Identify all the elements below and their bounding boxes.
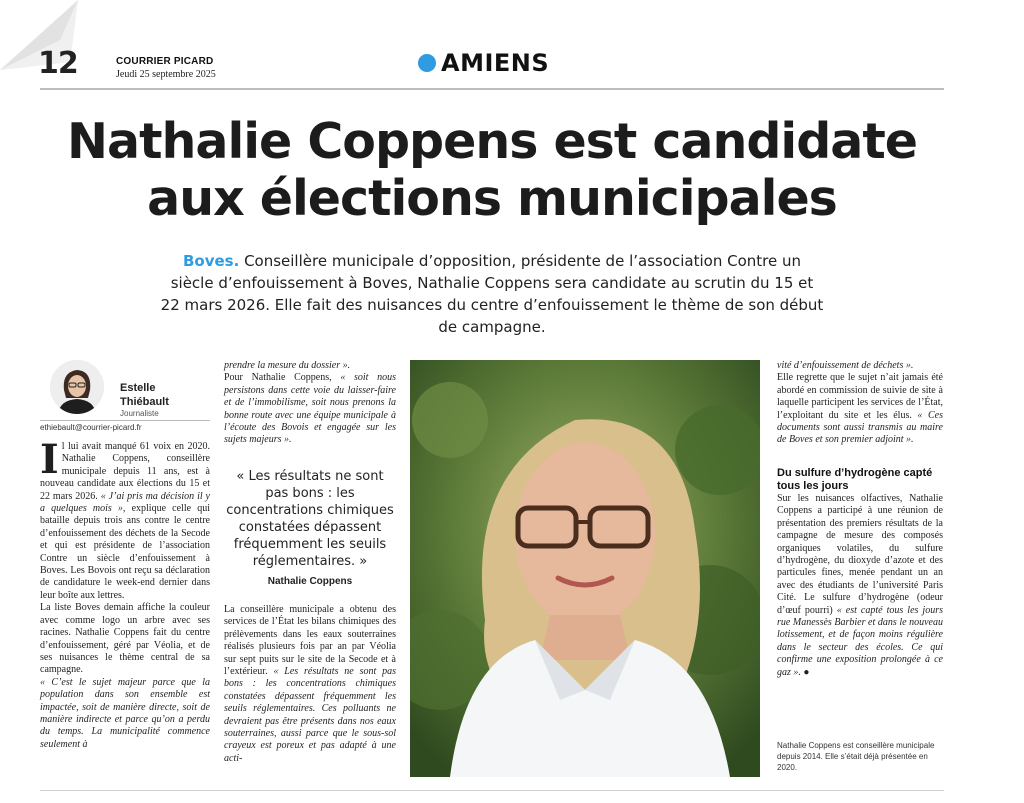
subheading: Du sulfure d’hydrogène capté tous les jours [777,467,933,492]
author-avatar [50,360,104,414]
drop-cap: I [40,436,59,483]
article-column-3-continued [777,493,943,679]
paragraph: prendre la mesure du dossier ». [224,360,351,371]
headline-line-2: aux élections municipales [147,170,837,227]
article-column-2-continued [224,604,396,765]
lead-text: Conseillère municipale d’opposition, présidente de l’association Contre un siècle d’enfouissement à Boves, Nathalie Coppens sera candidate au scrutin du 15 et 22 mars 2026. Elle fait des nuisances du centre d’enfouissement le thème de son début de campagne. [160,252,824,336]
lead-paragraph [160,250,824,338]
end-mark: ● [800,666,810,678]
paragraph: Sur les nuisances olfactives, Nathalie Coppens a participé à une réunion de présentation des premiers résultats de la campagne de mesure des composés organiques volatiles, du sulfure d’hydrogène, du dioxyde d’azote et des particules fines, menée pendant un an avec des étudiants de l’université Paris Cité. Le sulfure d’hydrogène (odeur d’œuf pourri) « est capté tous les jours rue Manessès Barbier et dans le nouveau lotissement, et de façon moins régulière dans le secteur des écoles. Ce qui confirme une exposition prolongée à ce gaz ». ● [777,493,943,678]
author-name: Estelle Thiébault [120,382,169,408]
headline [40,113,944,227]
paragraph: Il lui avait manqué 61 voix en 2020. Nathalie Coppens, conseillère municipale depuis 11 ans, est à nouveau candidate aux élections du 15 et 22 mars 2026. « J’ai pris ma décision il y a quelques mois », explique celle qui bataille depuis trois ans contre le centre d’enfouissement des déchets de la Secode et qui est présidente de l’association Contre un siècle d’enfouissement à Boves. Les Bovois ont reçu sa déclaration de candidature le week-end dernier dans leur boîte aux lettres. [40,436,210,601]
article-column-1 [40,436,210,751]
pull-quote: « Les résultats ne sont pas bons : les concentrations chimiques constatées dépassent fréquemment les seuils réglementaires. » [226,469,394,569]
author-email[interactable]: ethiebault@courrier-picard.fr [40,420,210,432]
article-column-2 [224,360,396,447]
pull-quote-author: Nathalie Coppens [267,576,353,587]
paragraph: La liste Boves demain affiche la couleur avec comme logo un arbre avec ses racines. Nathalie Coppens fait du centre d’enfouissement, géré par Véolia, et de ses nuisances le thème central de sa campagne. [40,602,210,676]
article-column-3 [777,360,943,447]
paragraph: Elle regrette que le sujet n’ait jamais été abordé en commission de suivie de site à laquelle participent les services de l’État, l’exploitant du site et les élus. « Ces documents sont aussi transmis au maire de Boves et son premier adjoint ». [777,372,944,446]
lead-location: Boves. [182,252,240,270]
paragraph: Pour Nathalie Coppens, « soit nous persistons dans cette voie du laisser-faire et de l’immobilisme, soit nous prenons la bonne route avec une équipe municipale à l’écoute des Bovois et engagée sur les sujets majeurs ». [224,372,397,446]
section-name: AMIENS [441,49,550,77]
portrait-photo-image [410,360,760,777]
photo-caption: Nathalie Coppens est conseillère municipale depuis 2014. Elle s’était déjà présentée en 2020. [777,741,935,772]
footer-divider [40,790,944,791]
paragraph: « C’est le sujet majeur parce que la population dans son ensemble est impactée, soit de manière directe, soit de manière indirecte et parce qu’on a perdu du temps. La municipalité commence seulement à [40,676,210,750]
issue-date: Jeudi 25 septembre 2025 [116,69,216,80]
header-divider [40,88,944,90]
portrait-photo [410,360,760,777]
section-dot-icon [418,54,436,72]
author-role: Journaliste [120,409,159,418]
paragraph: vité d’enfouissement de déchets ». [777,360,914,371]
section-header [418,49,549,77]
headline-line-1: Nathalie Coppens est candidate [67,113,917,170]
paragraph: La conseillère municipale a obtenu des services de l’État les bilans chimiques des prélèvements dans les eaux souterraines réalisés plusieurs fois par an par Véolia sur sept puits sur le site de la Secode et à l’extérieur. « Les résultats ne sont pas bons : les concentrations chimiques constatées dépassent fréquemment les seuils réglementaires. Ces polluants ne devraient pas être présents dans nos eaux souterraines, aussi parce que le sous-sol crayeux est poreux et pas adapté à une acti- [224,604,396,764]
newspaper-brand: COURRIER PICARD [116,56,214,67]
page-number: 12 [38,46,78,81]
